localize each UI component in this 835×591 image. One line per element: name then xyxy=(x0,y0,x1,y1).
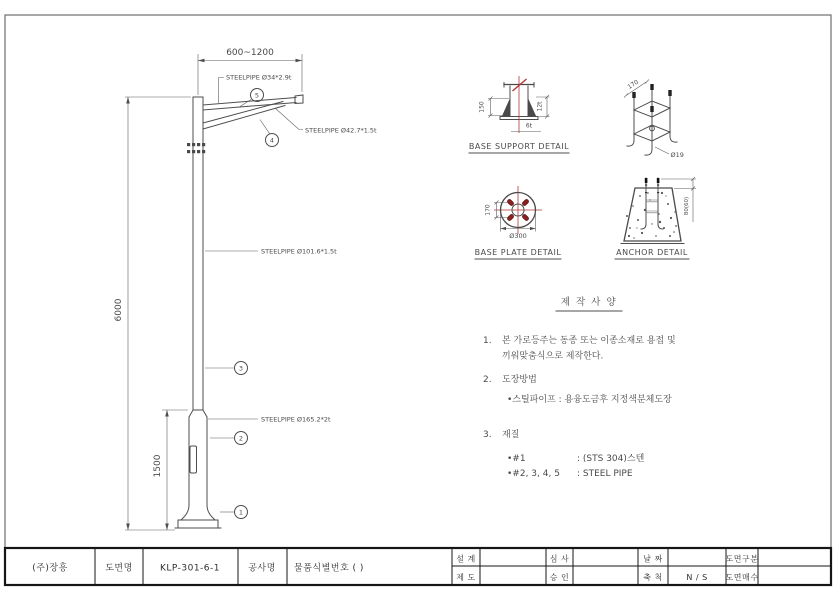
label-upper-pipe: STEELPIPE Ø101.6*1.5t xyxy=(261,247,337,256)
bolt-thread-tip xyxy=(650,106,653,112)
pole-clamp-bands xyxy=(187,143,205,153)
balloon-2 xyxy=(210,432,248,445)
spec-item2-no: 2. xyxy=(483,375,492,385)
spec-item3-row1-label: •#1 xyxy=(507,454,526,464)
spec-item2-bullet: •스틸파이프 : 용융도금후 지정색분체도장 xyxy=(507,395,672,405)
spec-item1-line1: 본 가로등주는 동종 또는 이종소재로 용접 및 xyxy=(502,336,676,346)
spec-item2-title: 도장방법 xyxy=(502,375,537,385)
anchor-bolt-tip xyxy=(645,178,648,183)
company-name: (주)장흥 xyxy=(32,563,68,574)
svg-text:4: 4 xyxy=(269,136,275,145)
spec-item3-no: 3. xyxy=(483,430,492,440)
svg-text:1: 1 xyxy=(238,508,244,517)
balloon-1 xyxy=(220,506,248,519)
dim-bolt-projection xyxy=(661,177,696,222)
scale-value: N / S xyxy=(686,573,708,582)
svg-text:6t: 6t xyxy=(525,122,533,130)
project-label: 공사명 xyxy=(248,563,276,574)
drawing-class-label: 도면구분 xyxy=(725,554,759,564)
dim-base-height-text: 1500 xyxy=(153,454,163,478)
spec-section xyxy=(483,296,676,479)
balloon-3 xyxy=(205,362,248,375)
drawing-number: KLP-301-6-1 xyxy=(159,563,221,574)
title-block xyxy=(5,548,831,585)
balloon-4 xyxy=(260,120,279,147)
svg-text:5: 5 xyxy=(254,91,260,100)
dim-arm-length xyxy=(198,48,302,95)
approval-label: 승 인 xyxy=(549,573,570,582)
spec-item1-no: 1. xyxy=(483,336,492,346)
drawing-name-label: 도면명 xyxy=(105,563,133,574)
base-support-detail xyxy=(469,76,569,153)
spec-item3-row2-value: : STEEL PIPE xyxy=(577,469,633,479)
scale-label: 축 척 xyxy=(643,573,663,582)
svg-text:3: 3 xyxy=(238,364,244,373)
svg-text:150: 150 xyxy=(478,101,486,113)
concrete-speckles xyxy=(626,192,677,239)
svg-text:80(60): 80(60) xyxy=(684,196,690,216)
bolt-thread-tip xyxy=(632,92,635,98)
base-plate-detail xyxy=(475,186,562,259)
anchor-detail xyxy=(615,177,696,259)
sheet-count-label: 도면매수 xyxy=(725,573,759,582)
spec-item1-line2: 끼워맞춤식으로 제작한다. xyxy=(502,351,604,362)
svg-text:Ø300: Ø300 xyxy=(509,232,527,240)
dim-base-height xyxy=(153,410,188,530)
label-arm-pipe: STEELPIPE Ø34*2.9t xyxy=(226,73,292,82)
balloon-5 xyxy=(239,89,264,108)
anchor-detail-title: ANCHOR DETAIL xyxy=(616,248,688,257)
date-label: 날 짜 xyxy=(643,554,663,564)
dim-total-height-text: 6000 xyxy=(114,298,124,322)
bolt-thread-tip xyxy=(650,84,653,90)
bolt-thread-tip xyxy=(668,90,671,96)
spec-item3-row1-value: : (STS 304)스텐 xyxy=(577,454,645,464)
svg-text:170: 170 xyxy=(484,204,492,216)
review-label: 심 사 xyxy=(549,554,570,564)
dim-plate-6t xyxy=(511,123,541,132)
spec-item3-row2-label: •#2, 3, 4, 5 xyxy=(507,469,560,479)
label-bolt-dia: Ø19 xyxy=(670,151,684,159)
svg-text:12t: 12t xyxy=(536,101,544,112)
label-strut-pipe: STEELPIPE Ø42.7*1.5t xyxy=(305,126,377,135)
base-support-detail-title: BASE SUPPORT DETAIL xyxy=(468,142,570,151)
anchor-cage-detail xyxy=(624,79,684,159)
dim-cage-spacing xyxy=(624,79,649,98)
dim-plate-12t xyxy=(536,95,550,119)
anchor-bolt-tip xyxy=(657,178,660,183)
base-plate-detail-title: BASE PLATE DETAIL xyxy=(474,248,562,257)
pole-elevation-view xyxy=(114,48,377,530)
hand-hole-door xyxy=(190,446,197,473)
svg-text:2: 2 xyxy=(238,434,244,443)
svg-text:170: 170 xyxy=(626,78,640,91)
draft-label: 제 도 xyxy=(456,573,476,582)
spec-title: 제 작 사 양 xyxy=(560,297,618,308)
dim-arm-length-text: 600~1200 xyxy=(226,48,274,58)
spec-item3-title: 재질 xyxy=(502,430,520,440)
item-id-label: 물품식별번호 ( ) xyxy=(294,563,364,574)
label-base-pipe: STEELPIPE Ø165.2*2t xyxy=(261,415,331,424)
design-label: 설 계 xyxy=(456,554,476,564)
